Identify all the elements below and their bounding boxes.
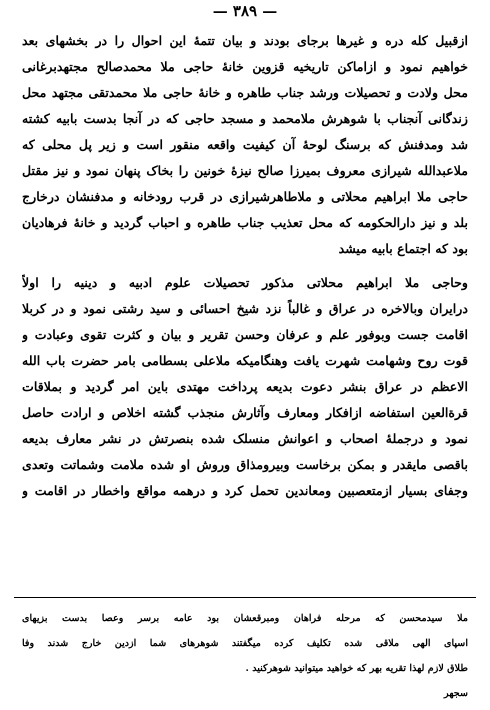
text-line: محل ولادت و تحصیلات ورشد جناب طاهره و خانهٔ حاجی ملا محمدتقی مجتهد محل [22, 85, 468, 100]
paragraph-2 [22, 270, 468, 504]
footnote-divider [14, 597, 476, 598]
text-line: ملاعبدالله شیرازی معروف بمیرزا صالح نیزهٔ خونین را بخاک پنهان نمود و نیز مقتل [22, 163, 468, 178]
footnote-line: ملا سیدمحسن که مرحله فراهان ومبرقعشان بود عامه برسر وعصا بدست بزیهای [22, 613, 468, 624]
text-line: شد ومدفنش که برسنگ لوحهٔ آن کیفیت واقعه منقور است و زیر پل محلی که [22, 137, 468, 152]
footnote [22, 606, 468, 706]
footnote-line: طلاق لازم لهذا تقریه بهر که خواهید میتوانید شوهرکنید . [245, 663, 468, 674]
text-line: درایران وبالاخره در عراق و غالباً نزد شیخ احسائی و سید رشتی نمود و در کربلا [22, 301, 468, 316]
footnote-continuation: سجهر [444, 688, 468, 699]
text-line: بود که اجتماع بابیه میشد [338, 241, 468, 256]
text-line: قرةالعین استفاضه ازافکار ومعارف وآثارش منجذب گشته اخلاص و ارادت حاصل [22, 405, 468, 420]
text-line: حاجی ملا ابراهیم محلاتی و ملاطاهرشیرازی در قرب رودخانه و مدفنشان درخارج [22, 189, 468, 204]
text-line: باقصی مایقدر و بمکن برخاست وبیرومذاق وروش او شده ملامت وشماتت وتعدی [22, 457, 468, 472]
page-number: — ۳۸۹ — [212, 2, 278, 20]
text-line: نمود و درجملهٔ اصحاب و اعوانش منسلک شده بنصرتش در نشر معارف بدیعه [22, 431, 468, 446]
text-line: الاعظم در عراق بنشر دعوت بدیعه پرداخت مهتدی باین امر گردید و بملاقات [22, 379, 468, 394]
text-line: وجفای بسیار ازمتعصبین ومعاندین تحمل کرد و درهمه مواقع واخطار در اقامت و [22, 483, 468, 498]
text-line: اقامت جست وبوفور علم و عرفان وحسن تقریر و بیان و کثرت تقوی وعبادت و [22, 327, 468, 342]
paragraph-gap [22, 262, 468, 270]
text-line: قوت روح وشهامت شهرت یافت وهنگامیکه ملاعلی بسطامی بامر حضرت باب الله [22, 353, 468, 368]
text-line: ازقبیل کله دره و غیرها برجای بودند و بیان تتمهٔ این احوال را در بخشهای بعد [22, 33, 468, 48]
footnote-line: اسپای الهی ملاقی شده تکلیف کرده میگفتند شوهرهای شما ازدین خارج شدند وفا [22, 638, 468, 649]
text-line: بلد و نیز دارالحکومه که محل تعذیب جناب طاهره و احباب گردید و خانهٔ فرهادیان [22, 215, 468, 230]
text-line: زندگانی آنجناب با شوهرش ملامحمد و مسجد حاجی که در آنجا بدست بابیه کشته [22, 111, 468, 126]
text-line: خواهیم نمود و ازاماکن تاریخیه قزوین خانهٔ حاجی ملا محمدصالح مجتهدبرغانی [22, 59, 468, 74]
paragraph-1 [22, 28, 468, 262]
text-line: وحاجی ملا ابراهیم محلاتی مذکور تحصیلات علوم ادبیه و دینیه را اولاً [22, 275, 468, 290]
main-text [22, 28, 468, 504]
